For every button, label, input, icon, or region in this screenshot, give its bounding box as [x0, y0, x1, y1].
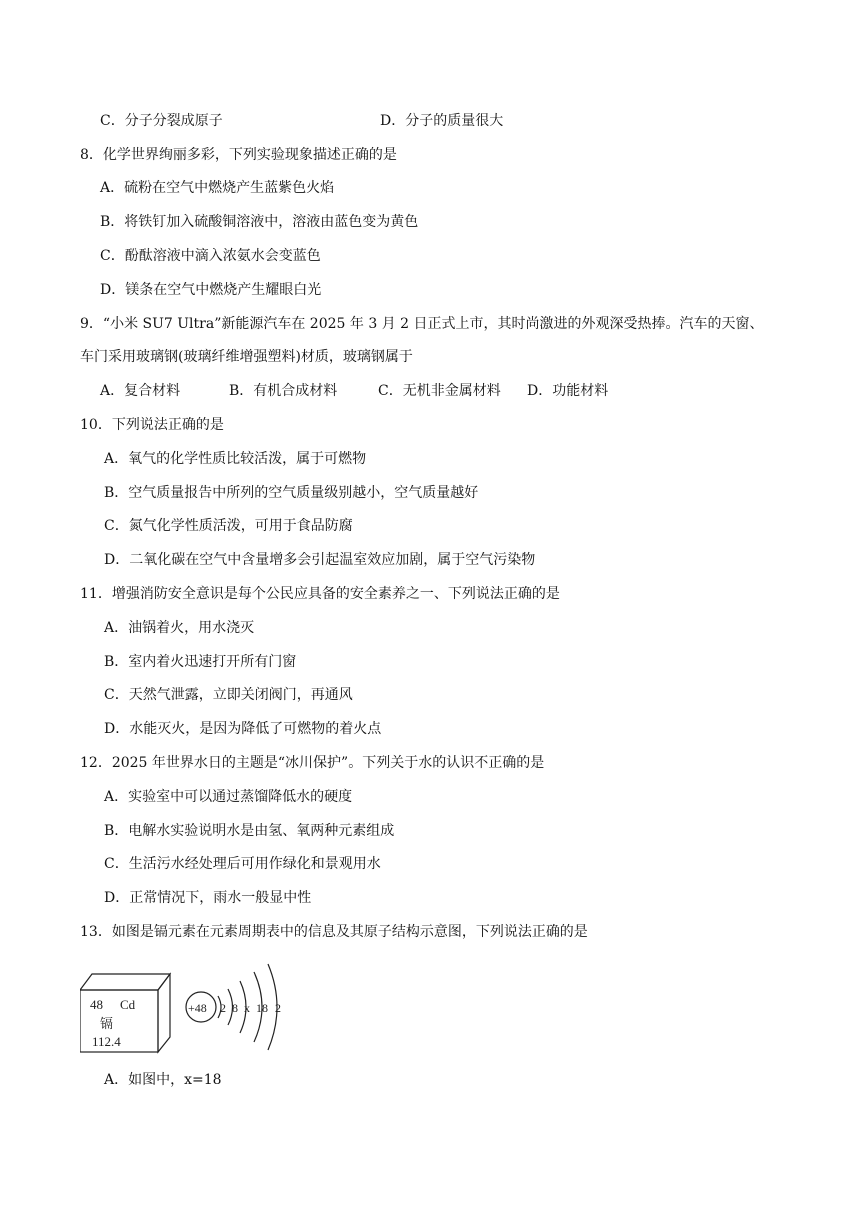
q8-option-a: A．硫粉在空气中燃烧产生蓝紫色火焰: [100, 180, 335, 196]
shell-electrons-5: 2: [275, 1001, 281, 1015]
q9-option-d: D．功能材料: [527, 383, 609, 399]
nucleus-charge: +48: [188, 1001, 207, 1015]
element-name: 镉: [100, 1016, 114, 1031]
q8-option-d: D．镁条在空气中燃烧产生耀眼白光: [100, 282, 322, 298]
q7-option-d: D．分子的质量很大: [380, 113, 504, 129]
q13-option-a: A．如图中，x=18: [104, 1072, 222, 1088]
q11-option-b: B．室内着火迅速打开所有门窗: [104, 654, 297, 670]
q10-option-d: D．二氧化碳在空气中含量增多会引起温室效应加剧，属于空气污染物: [104, 552, 536, 568]
q12-option-b: B．电解水实验说明水是由氢、氧两种元素组成: [104, 823, 395, 839]
atomic-mass: 112.4: [92, 1034, 121, 1049]
cadmium-diagram: [80, 962, 300, 1057]
q10-option-b: B．空气质量报告中所列的空气质量级别越小，空气质量越好: [104, 485, 479, 501]
shell-electrons-4: 18: [256, 1001, 268, 1015]
q13-stem: 13．如图是镉元素在元素周期表中的信息及其原子结构示意图，下列说法正确的是: [80, 924, 588, 940]
shell-electrons-3: x: [244, 1001, 250, 1015]
q8-stem: 8．化学世界绚丽多彩，下列实验现象描述正确的是: [80, 147, 397, 163]
atom-structure: [186, 964, 281, 1050]
q11-stem: 11．增强消防安全意识是每个公民应具备的安全素养之一、下列说法正确的是: [80, 586, 560, 602]
q10-stem: 10．下列说法正确的是: [80, 417, 224, 433]
q7-option-c: C．分子分裂成原子: [100, 113, 223, 129]
q9-stem-line1: 9．“小米 SU7 Ultra”新能源汽车在 2025 年 3 月 2 日正式上市，其时尚激进的外观深受热捧。汽车的天窗、: [80, 316, 764, 332]
q10-option-c: C．氮气化学性质活泼，可用于食品防腐: [104, 518, 353, 534]
q8-option-c: C．酚酞溶液中滴入浓氨水会变蓝色: [100, 248, 321, 264]
q8-option-b: B．将铁钉加入硫酸铜溶液中，溶液由蓝色变为黄色: [100, 214, 419, 230]
q11-option-d: D．水能灭火，是因为降低了可燃物的着火点: [104, 721, 382, 737]
q12-option-a: A．实验室中可以通过蒸馏降低水的硬度: [104, 789, 353, 805]
element-cell: [80, 974, 170, 1052]
q10-option-a: A．氧气的化学性质比较活泼，属于可燃物: [104, 451, 367, 467]
q12-option-c: C．生活污水经处理后可用作绿化和景观用水: [104, 856, 381, 872]
q12-stem: 12．2025 年世界水日的主题是“冰川保护”。下列关于水的认识不正确的是: [80, 755, 545, 771]
q11-option-c: C．天然气泄露，立即关闭阀门，再通风: [104, 687, 353, 703]
element-symbol: Cd: [120, 997, 136, 1012]
q13-figure: [80, 962, 300, 1057]
q11-option-a: A．油锅着火，用水浇灭: [104, 620, 255, 636]
shell-electrons-1: 2: [220, 1001, 226, 1015]
q9-stem-line2: 车门采用玻璃钢(玻璃纤维增强塑料)材质，玻璃钢属于: [80, 349, 413, 365]
q9-option-c: C．无机非金属材料: [378, 383, 501, 399]
q12-option-d: D．正常情况下，雨水一般显中性: [104, 890, 312, 906]
q9-option-a: A．复合材料: [100, 383, 181, 399]
shell-electrons-2: 8: [232, 1001, 238, 1015]
atomic-number: 48: [90, 997, 103, 1012]
q9-option-b: B．有机合成材料: [229, 383, 338, 399]
